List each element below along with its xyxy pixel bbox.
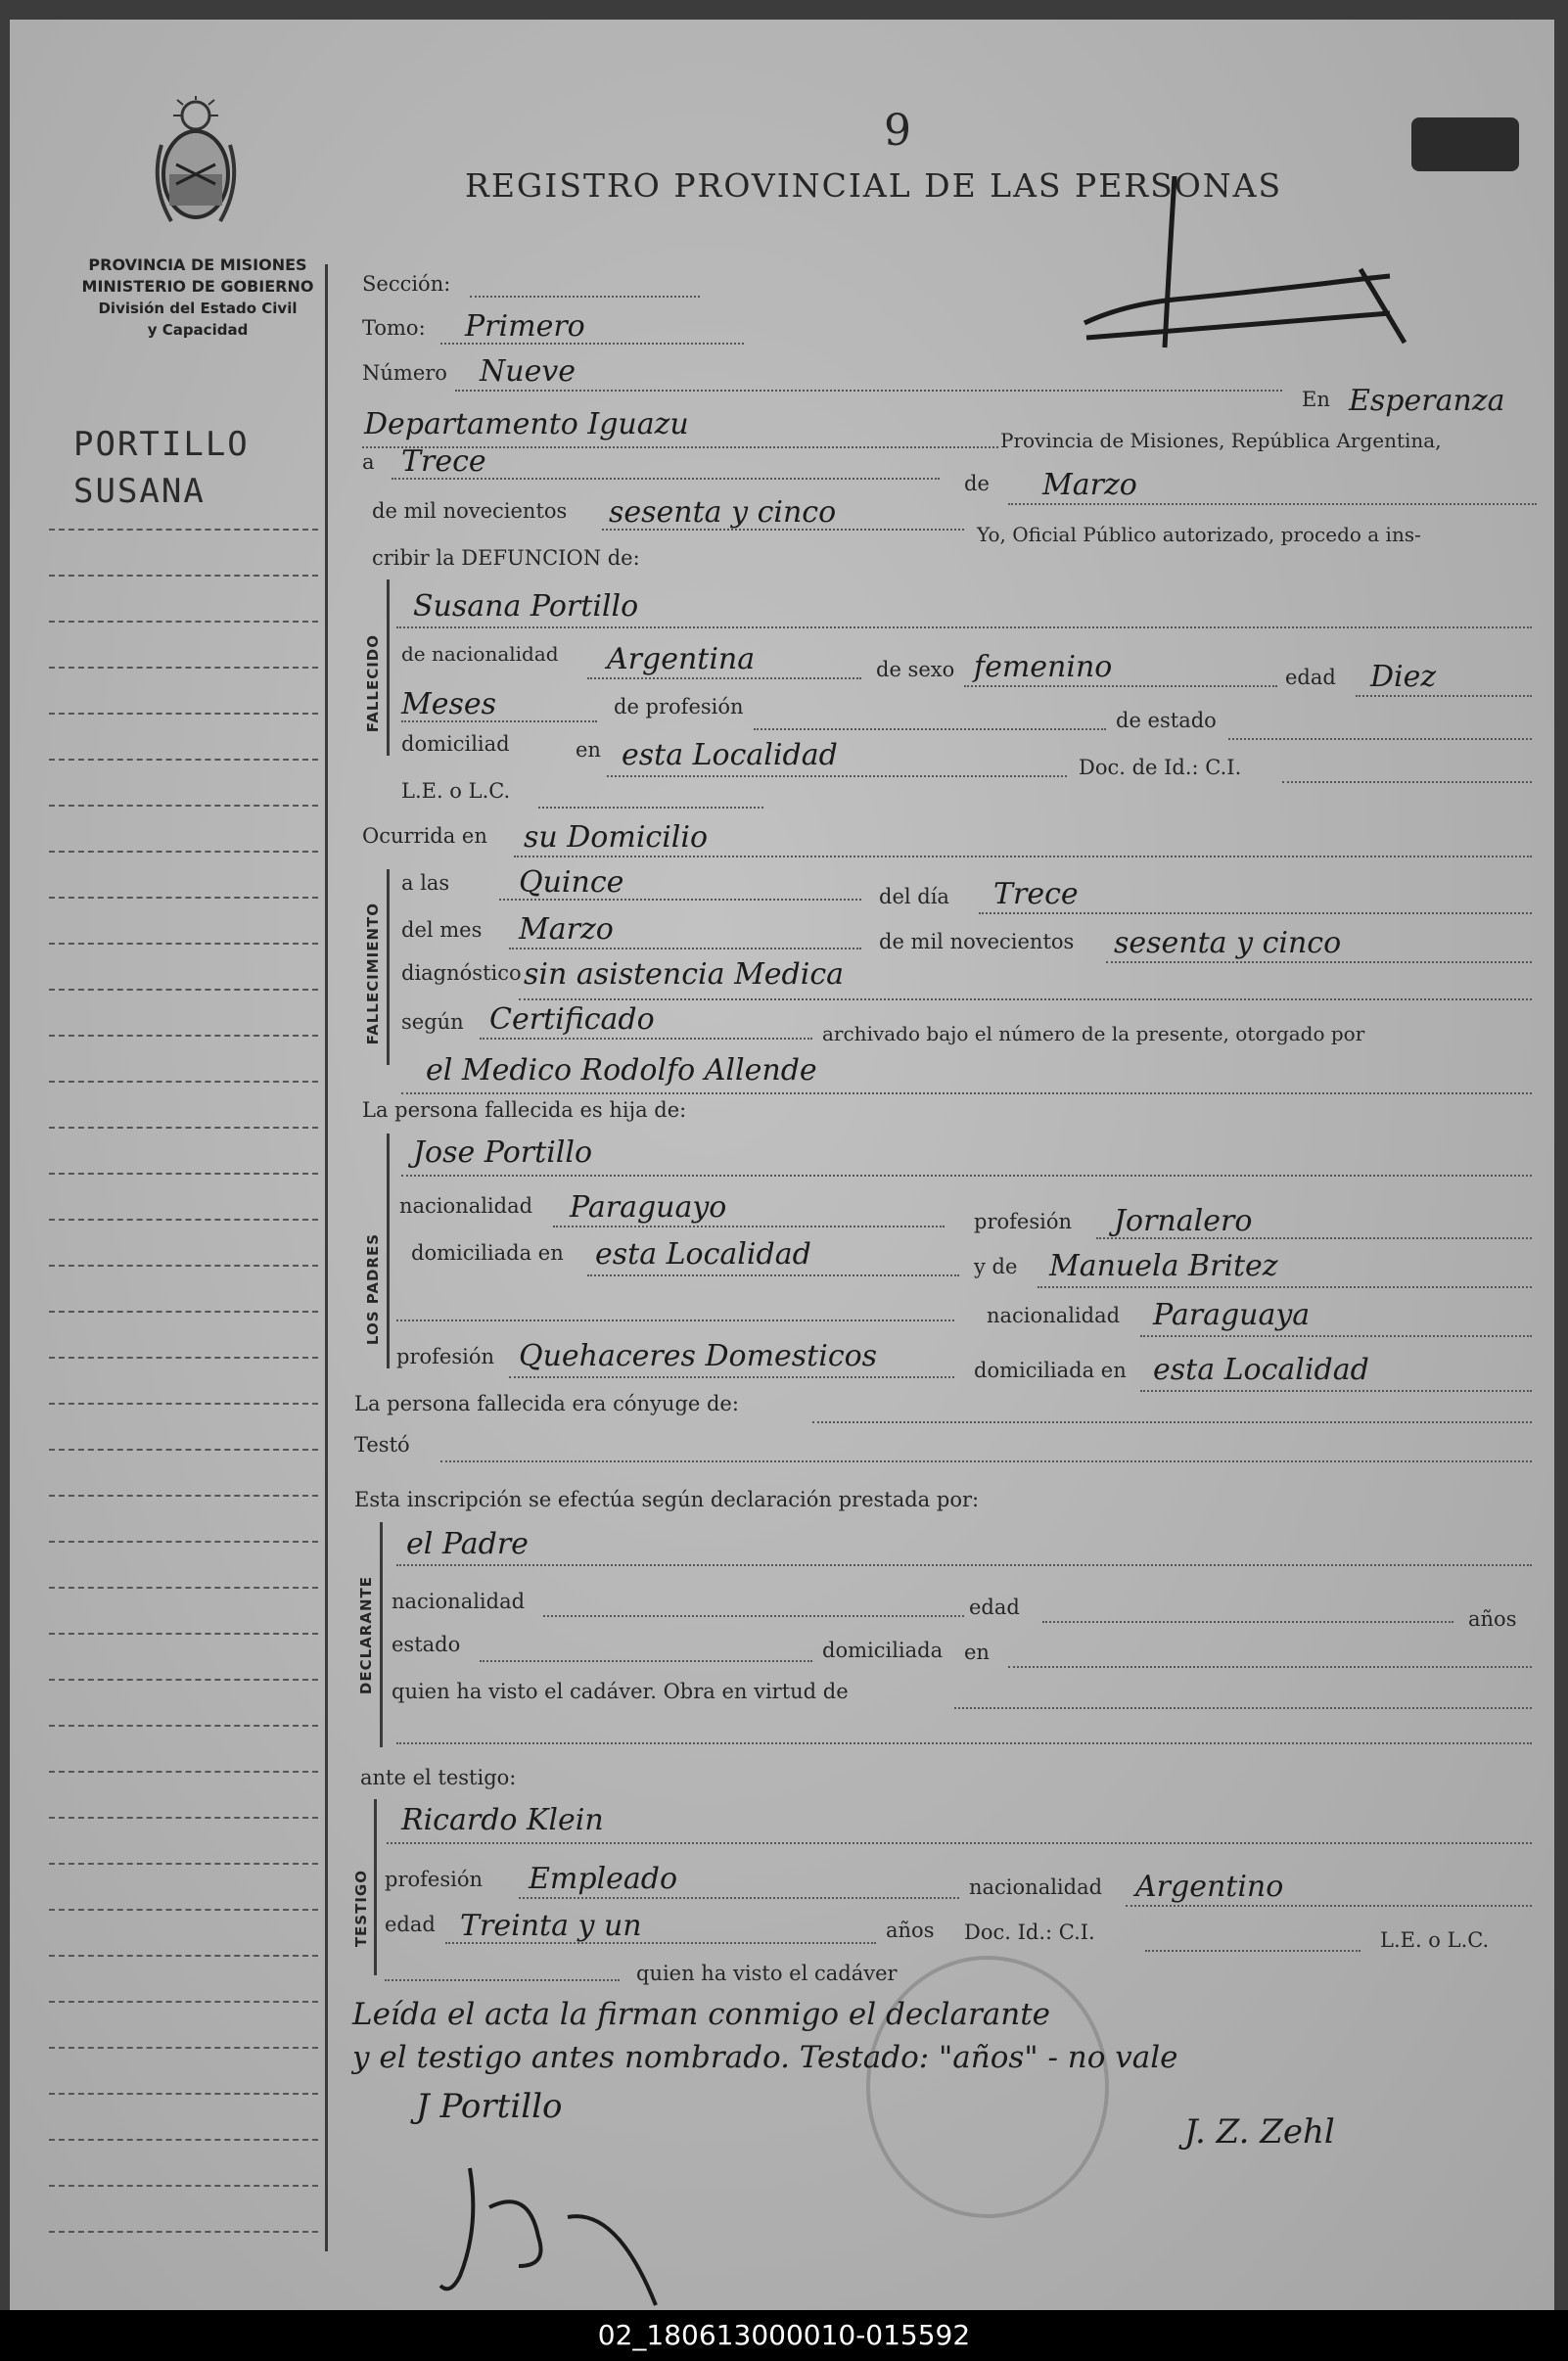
testo-line [440,1460,1532,1462]
declarante-obra-line [954,1707,1532,1709]
testigo-nac-line [1126,1905,1532,1907]
mes-value: Marzo [1042,468,1137,502]
margin-ruled-line [49,1909,318,1911]
numero-value: Nueve [480,354,576,389]
page-title: REGISTRO PROVINCIAL DE LAS PERSONAS [465,166,1283,205]
margin-ruled-line [49,1817,318,1819]
deceased-name-line [396,626,1532,628]
testigo-name: Ricardo Klein [401,1803,604,1837]
madre-prof-value: Quehaceres Domesticos [519,1339,878,1373]
margin-given-name: SUSANA [73,472,206,511]
madre-line [1038,1286,1532,1288]
declarante-en-label: en [964,1641,990,1664]
margin-ruled-line [49,1035,318,1037]
testigo-bracket [374,1799,377,1975]
declaracion-text: Esta inscripción se efectúa según declaración prestada por: [354,1488,980,1511]
madre-name: Manuela Britez [1049,1249,1278,1283]
testigo-visto-text: quien ha visto el cadáver [636,1962,898,1985]
margin-ruled-line [49,1173,318,1175]
diagnostico-value: sin asistencia Medica [524,957,845,992]
margin-ruled-line [49,1541,318,1543]
testigo-extra-line [385,1979,620,1981]
margin-ruled-line [49,575,318,577]
cribir-text: cribir la DEFUNCION de: [372,546,640,570]
numero-line [455,390,1282,392]
padre-prof-label: profesión [974,1210,1072,1233]
nacionalidad-label: de nacionalidad [401,642,559,666]
declarante-extra-line [396,1742,1532,1744]
seccion-line [470,296,700,298]
testigo-nac-label: nacionalidad [969,1875,1103,1899]
dia-falle-label: del día [879,885,949,908]
padre-nac-value: Paraguayo [570,1190,727,1225]
sexo-label: de sexo [876,658,955,681]
padres-intro: La persona fallecida es hija de: [362,1098,687,1122]
margin-ruled-line [49,713,318,715]
margin-ruled-line [49,1495,318,1497]
padre-prof-line [1096,1237,1532,1239]
margin-ruled-line [49,2001,318,2003]
document-sheet [10,20,1554,2310]
margin-divider [325,264,328,2251]
testigo-line [387,1842,1532,1844]
nacionalidad-line [587,677,861,679]
margin-ruled-line [49,989,318,991]
declarante-bracket [380,1522,383,1747]
testigo-edad-label: edad [385,1913,436,1936]
madre-nac-line [1140,1335,1532,1337]
segun-line [480,1038,812,1040]
margin-note [73,421,250,515]
madre-prof-label: profesión [396,1345,494,1368]
testigo-anos-label: años [886,1919,935,1942]
officer-signature: J. Z. Zehl [1184,2112,1335,2152]
stamp-mark [1411,117,1519,171]
tomo-value: Primero [465,309,585,344]
margin-ruled-line [49,1679,318,1681]
margin-ruled-line [49,2093,318,2095]
profesion-label: de profesión [614,695,744,718]
declarante-anos-label: años [1468,1607,1517,1631]
padre-nac-line [553,1226,945,1227]
testigo-le-label: L.E. o L.C. [1380,1928,1490,1952]
edad-continued-line [401,720,597,722]
en-value: Esperanza [1349,384,1505,418]
domicilio-value: esta Localidad [622,738,838,772]
folio-number: 9 [884,106,911,156]
anio-value: sesenta y cinco [609,495,837,530]
closing-line-1: Leída el acta la firman conmigo el declarante [352,1997,1051,2032]
margin-ruled-line [49,1725,318,1727]
testigo-prof-value: Empleado [529,1862,678,1896]
declarante-nac-line [543,1615,964,1617]
tomo-label: Tomo: [362,316,426,340]
conyuge-label: La persona fallecida era cónyuge de: [354,1392,739,1415]
testigo-doc-line [1145,1950,1360,1952]
margin-ruled-line [49,2047,318,2049]
madre-dom-line [1140,1390,1532,1392]
mil-label: de mil novecientos [372,499,568,523]
conyuge-line [812,1421,1532,1423]
registrar-signature [1067,176,1439,382]
medico-value: el Medico Rodolfo Allende [426,1053,817,1088]
en-label: En [1302,388,1330,411]
estado-line [1228,738,1532,740]
testo-label: Testó [354,1433,410,1457]
padre-dom-value: esta Localidad [595,1237,811,1272]
madre-dom-label: domiciliada en [974,1359,1127,1382]
declarante-dom-label: domiciliada [822,1639,944,1662]
coat-of-arms-emblem [142,96,250,243]
anio-falle-line [1106,961,1532,963]
margin-ruled-line [49,943,318,945]
issuer-line: MINISTERIO DE GOBIERNO [81,277,314,296]
declarante-edad-line [1042,1621,1453,1623]
declarante-section-label: DECLARANTE [357,1576,375,1695]
margin-ruled-line [49,759,318,761]
padre-name: Jose Portillo [413,1135,593,1170]
margin-ruled-line [49,805,318,807]
declarante-estado-label: estado [392,1633,461,1656]
le-line [538,807,763,809]
declarante-line [396,1564,1532,1566]
segun-value: Certificado [489,1002,655,1037]
diagnostico-line [519,998,1532,1000]
official-seal [866,1956,1109,2218]
margin-ruled-line [49,1357,318,1359]
madre-prof-line [509,1376,954,1378]
image-caption: 02_180613000010-015592 [0,2310,1568,2361]
dia-falle-line [979,912,1532,914]
fallecimiento-bracket [387,869,390,1065]
segun-label: según [401,1010,464,1034]
closing-line-2: y el testigo antes nombrado. Testado: "años" - no vale [352,2040,1178,2075]
fallecido-bracket [387,579,390,756]
declarante-nac-label: nacionalidad [392,1590,526,1613]
a-label: a [362,450,375,474]
domicilio-label: domiciliad [401,732,510,756]
edad-label: edad [1285,666,1336,689]
declarant-signature: J Portillo [416,2087,563,2126]
sexo-line [964,685,1277,687]
declarante-name: el Padre [406,1527,529,1561]
testigo-edad-line [445,1942,876,1944]
madre-nac-value: Paraguaya [1153,1298,1311,1332]
testigo-nac-value: Argentino [1135,1870,1284,1904]
hora-value: Quince [519,865,624,900]
mes-falle-label: del mes [401,918,483,942]
margin-ruled-line [49,1587,318,1589]
declarante-estado-line [480,1660,812,1662]
hora-line [499,899,861,901]
doc-label: Doc. de Id.: C.I. [1079,756,1242,779]
provincia-text: Provincia de Misiones, República Argentina, [1000,429,1442,452]
seccion-label: Sección: [362,272,451,296]
fallecimiento-section-label: FALLECIMIENTO [364,903,382,1045]
domicilio-line [607,775,1067,777]
margin-ruled-line [49,897,318,899]
doc-line [1282,781,1532,783]
departamento-value: Departamento Iguazu [364,407,689,441]
margin-ruled-line [49,1633,318,1635]
anio-line [602,529,964,531]
margin-surname: PORTILLO [73,425,250,464]
anio-falle-label: de mil novecientos [879,930,1075,953]
issuer-block [51,255,345,341]
testigo-edad-value: Treinta y un [460,1909,642,1943]
numero-label: Número [362,361,447,385]
padres-bracket [387,1134,390,1368]
anio-falle-value: sesenta y cinco [1114,926,1342,960]
padre-dom-line [587,1274,959,1276]
witness-signature [421,2149,695,2315]
margin-ruled-line [49,2185,318,2187]
issuer-line: División del Estado Civil [98,300,298,317]
madre-dom-value: esta Localidad [1153,1353,1369,1387]
edad-line [1356,695,1532,697]
y-de-label: y de [974,1255,1018,1278]
margin-ruled-line [49,2231,318,2233]
dia-line [392,478,940,480]
dia-value: Trece [401,444,486,479]
margin-ruled-line [49,621,318,623]
margin-ruled-line [49,1863,318,1865]
padres-blank-line [396,1319,954,1321]
margin-ruled-line [49,1081,318,1083]
padres-section-label: LOS PADRES [364,1233,382,1346]
testigo-section-label: TESTIGO [352,1870,370,1948]
domicilio-en: en [576,738,601,762]
margin-ruled-line [49,1311,318,1313]
margin-ruled-line [49,529,318,531]
issuer-line: y Capacidad [147,321,249,339]
mes-falle-value: Marzo [519,912,614,947]
margin-ruled-line [49,1403,318,1405]
margin-ruled-line [49,2139,318,2141]
ocurrida-line [514,856,1532,857]
fallecido-section-label: FALLECIDO [364,634,382,733]
dia-falle-value: Trece [993,877,1079,911]
de-label: de [964,472,990,495]
testigo-doc-label: Doc. Id.: C.I. [964,1921,1095,1944]
medico-line [401,1092,1532,1094]
declarante-edad-label: edad [969,1596,1020,1619]
margin-ruled-line [49,1219,318,1221]
edad-value: Diez [1370,660,1437,694]
margin-ruled-line [49,1955,318,1957]
le-label: L.E. o L.C. [401,779,511,803]
testigo-prof-label: profesión [385,1868,483,1891]
declarante-visto-text: quien ha visto el cadáver. Obra en virtud de [392,1680,849,1703]
mes-falle-line [509,948,861,949]
testigo-intro: ante el testigo: [360,1766,517,1789]
oficial-text: Yo, Oficial Público autorizado, procedo a ins- [977,523,1421,546]
margin-ruled-line [49,1449,318,1451]
mes-line [1008,503,1537,505]
madre-nac-label: nacionalidad [987,1304,1121,1327]
ocurrida-label: Ocurrida en [362,824,487,848]
nacionalidad-value: Argentina [607,642,756,676]
archivado-text: archivado bajo el número de la presente, otorgado por [822,1022,1365,1045]
hora-label: a las [401,871,450,895]
testigo-prof-line [519,1897,959,1899]
margin-ruled-line [49,851,318,853]
declarante-dom-line [1008,1666,1532,1668]
padre-dom-label: domiciliada en [411,1241,564,1265]
edad-value-continued: Meses [401,687,497,721]
tomo-line [440,343,744,345]
sexo-value: femenino [974,650,1113,684]
margin-ruled-line [49,1127,318,1129]
margin-ruled-line [49,1265,318,1267]
margin-ruled-line [49,1771,318,1773]
margin-ruled-line [49,667,318,669]
deceased-name: Susana Portillo [413,589,639,624]
diagnostico-label: diagnóstico [401,961,522,985]
padre-nac-label: nacionalidad [399,1194,533,1218]
estado-label: de estado [1116,709,1217,732]
profesion-line [754,728,1106,730]
ocurrida-value: su Domicilio [524,820,709,855]
padre-prof-value: Jornalero [1114,1204,1253,1238]
issuer-line: PROVINCIA DE MISIONES [88,255,307,274]
padre-line [401,1175,1532,1177]
